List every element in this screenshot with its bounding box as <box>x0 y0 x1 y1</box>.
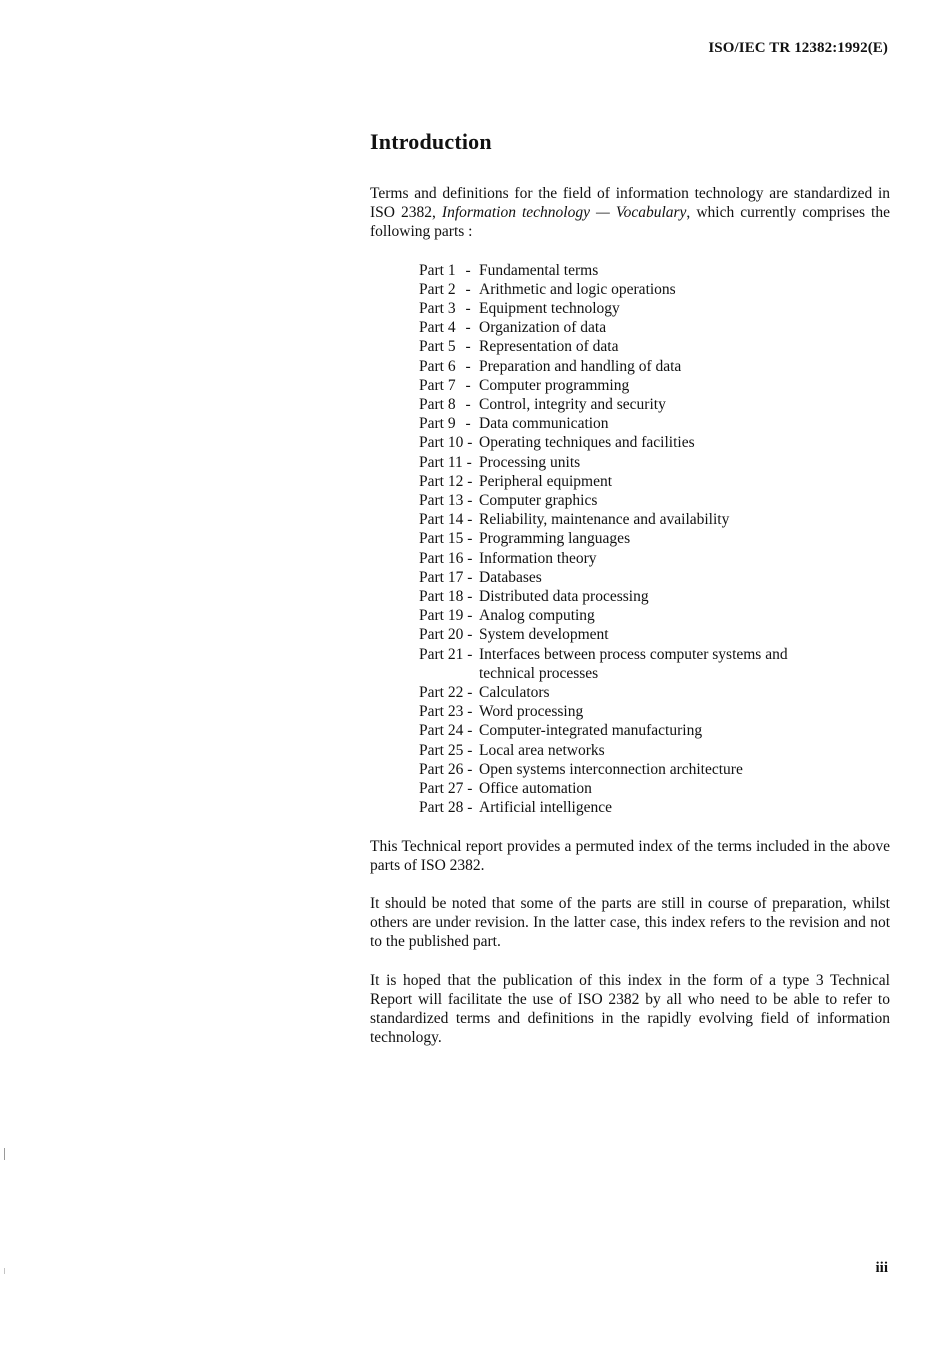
part-number-label: Part 24 <box>419 722 464 740</box>
part-number <box>419 337 479 356</box>
part-title: Arithmetic and logic operations <box>479 280 676 298</box>
part-number <box>419 280 479 299</box>
part-title: Reliability, maintenance and availability <box>479 511 730 529</box>
part-number <box>419 721 479 740</box>
list-item <box>419 798 890 817</box>
part-separator: - <box>465 319 471 337</box>
part-separator: - <box>465 357 471 375</box>
page-title: Introduction <box>370 129 492 154</box>
part-number-label: Part 13 <box>419 492 464 510</box>
part-number-label: Part 3 <box>419 300 456 318</box>
list-item <box>419 549 890 568</box>
scan-artifact <box>4 1148 5 1160</box>
list-item <box>419 395 890 414</box>
part-title: Information theory <box>479 549 597 567</box>
part-title: Programming languages <box>479 530 631 548</box>
part-separator: - <box>465 376 471 394</box>
part-number-label: Part 21 <box>419 645 464 663</box>
part-separator: - <box>466 453 472 471</box>
part-number <box>419 645 479 683</box>
part-number <box>419 568 479 587</box>
part-number-label: Part 25 <box>419 741 464 759</box>
part-title: Peripheral equipment <box>479 472 612 490</box>
list-item <box>419 683 890 702</box>
part-number-label: Part 27 <box>419 780 464 798</box>
part-number-label: Part 18 <box>419 588 464 606</box>
part-separator: - <box>465 338 471 356</box>
part-title: Open systems interconnection architecture <box>479 760 743 778</box>
scan-artifact <box>4 1268 5 1274</box>
part-number <box>419 702 479 721</box>
part-separator: - <box>467 530 473 548</box>
intro-paragraph-1-part-b: , which currently comprises the following parts : <box>370 204 890 241</box>
part-number <box>419 625 479 644</box>
part-number-label: Part 4 <box>419 319 456 337</box>
list-item <box>419 299 890 318</box>
part-title: Calculators <box>479 684 550 702</box>
part-separator: - <box>467 626 473 644</box>
intro-paragraph-1 <box>370 184 890 242</box>
part-number <box>419 587 479 606</box>
part-title: Data communication <box>479 415 609 433</box>
part-number-label: Part 22 <box>419 684 464 702</box>
part-number-label: Part 26 <box>419 760 464 778</box>
introduction-section <box>370 128 890 1047</box>
list-item <box>419 376 890 395</box>
part-title: Computer graphics <box>479 492 598 510</box>
part-number <box>419 261 479 280</box>
part-number <box>419 414 479 433</box>
intro-paragraph-1-part-a: Terms and definitions for the field of information technology are standardized in ISO 2382, <box>370 185 890 222</box>
vocabulary-title: Information technology — Vocabulary <box>441 204 687 222</box>
part-number <box>419 606 479 625</box>
part-title: Computer-integrated manufacturing <box>479 722 703 740</box>
parts-list <box>419 261 890 818</box>
part-separator: - <box>465 280 471 298</box>
list-item <box>419 261 890 280</box>
part-title: Local area networks <box>479 741 605 759</box>
part-number <box>419 549 479 568</box>
part-title: Operating techniques and facilities <box>479 434 695 452</box>
list-item <box>419 337 890 356</box>
part-number <box>419 453 479 472</box>
part-separator: - <box>467 492 473 510</box>
part-number <box>419 318 479 337</box>
list-item <box>419 318 890 337</box>
part-separator: - <box>467 645 473 663</box>
part-number-label: Part 11 <box>419 453 463 471</box>
part-separator: - <box>465 396 471 414</box>
list-item <box>419 645 890 683</box>
part-number-label: Part 16 <box>419 549 464 567</box>
part-number-label: Part 10 <box>419 434 464 452</box>
part-separator: - <box>467 741 473 759</box>
page-number: iii <box>875 1260 888 1276</box>
part-separator: - <box>467 607 473 625</box>
part-separator: - <box>467 434 473 452</box>
part-separator: - <box>467 684 473 702</box>
list-item <box>419 472 890 491</box>
part-number <box>419 683 479 702</box>
part-separator: - <box>467 472 473 490</box>
list-item <box>419 606 890 625</box>
part-number-label: Part 12 <box>419 472 464 490</box>
part-number <box>419 779 479 798</box>
part-number <box>419 741 479 760</box>
part-title: Preparation and handling of data <box>479 357 682 375</box>
part-number-label: Part 7 <box>419 376 456 394</box>
part-title: Interfaces between process computer systems and technical processes <box>479 645 788 682</box>
part-separator: - <box>467 722 473 740</box>
part-title: Organization of data <box>479 319 607 337</box>
part-number-label: Part 5 <box>419 338 456 356</box>
part-title: Processing units <box>479 453 581 471</box>
part-title: Equipment technology <box>479 300 620 318</box>
intro-paragraph-3: It should be noted that some of the parts are still in course of preparation, whilst others are under revision. In the latter case, this index refers to the revision and not to the published part. <box>370 894 890 951</box>
document-header: ISO/IEC TR 12382:1992(E) <box>708 40 888 56</box>
part-number-label: Part 9 <box>419 415 456 433</box>
list-item <box>419 702 890 721</box>
list-item <box>419 491 890 510</box>
part-separator: - <box>467 549 473 567</box>
intro-paragraph-2: This Technical report provides a permuted index of the terms included in the above parts of ISO 2382. <box>370 837 890 874</box>
part-number-label: Part 19 <box>419 607 464 625</box>
part-title: Artificial intelligence <box>479 799 612 817</box>
part-number <box>419 376 479 395</box>
list-item <box>419 414 890 433</box>
part-title: Databases <box>479 568 542 586</box>
part-separator: - <box>465 300 471 318</box>
part-number-label: Part 1 <box>419 261 456 279</box>
part-number-label: Part 14 <box>419 511 464 529</box>
intro-paragraph-4: It is hoped that the publication of this index in the form of a type 3 Technical Report will facilitate the use of ISO 2382 by all who need to be able to refer to standardized terms and definitions in the rapidly evolving field of information technology. <box>370 971 890 1047</box>
list-item <box>419 721 890 740</box>
part-number <box>419 510 479 529</box>
list-item <box>419 587 890 606</box>
part-separator: - <box>467 703 473 721</box>
part-title: Analog computing <box>479 607 595 625</box>
part-number-label: Part 28 <box>419 799 464 817</box>
list-item <box>419 433 890 452</box>
part-number <box>419 798 479 817</box>
list-item <box>419 510 890 529</box>
part-separator: - <box>467 760 473 778</box>
part-number-label: Part 6 <box>419 357 456 375</box>
part-title: Word processing <box>479 703 584 721</box>
part-number-label: Part 15 <box>419 530 464 548</box>
part-number <box>419 357 479 376</box>
list-item <box>419 760 890 779</box>
part-number-label: Part 17 <box>419 568 464 586</box>
part-title: Fundamental terms <box>479 261 599 279</box>
part-separator: - <box>465 415 471 433</box>
part-number <box>419 299 479 318</box>
part-separator: - <box>467 780 473 798</box>
part-number <box>419 760 479 779</box>
part-separator: - <box>465 261 471 279</box>
part-number-label: Part 2 <box>419 280 456 298</box>
part-title: Computer programming <box>479 376 630 394</box>
part-number <box>419 529 479 548</box>
list-item <box>419 453 890 472</box>
list-item <box>419 741 890 760</box>
list-item <box>419 625 890 644</box>
part-number <box>419 433 479 452</box>
list-item <box>419 779 890 798</box>
list-item <box>419 568 890 587</box>
list-item <box>419 280 890 299</box>
part-title: Representation of data <box>479 338 619 356</box>
list-item <box>419 357 890 376</box>
part-title: Office automation <box>479 780 592 798</box>
part-separator: - <box>467 799 473 817</box>
part-separator: - <box>467 568 473 586</box>
part-title: Control, integrity and security <box>479 396 666 414</box>
part-number-label: Part 20 <box>419 626 464 644</box>
part-number <box>419 472 479 491</box>
part-number-label: Part 8 <box>419 396 456 414</box>
part-title: System development <box>479 626 609 644</box>
part-separator: - <box>467 588 473 606</box>
part-separator: - <box>467 511 473 529</box>
list-item <box>419 529 890 548</box>
part-number <box>419 491 479 510</box>
part-number <box>419 395 479 414</box>
part-title: Distributed data processing <box>479 588 649 606</box>
part-number-label: Part 23 <box>419 703 464 721</box>
